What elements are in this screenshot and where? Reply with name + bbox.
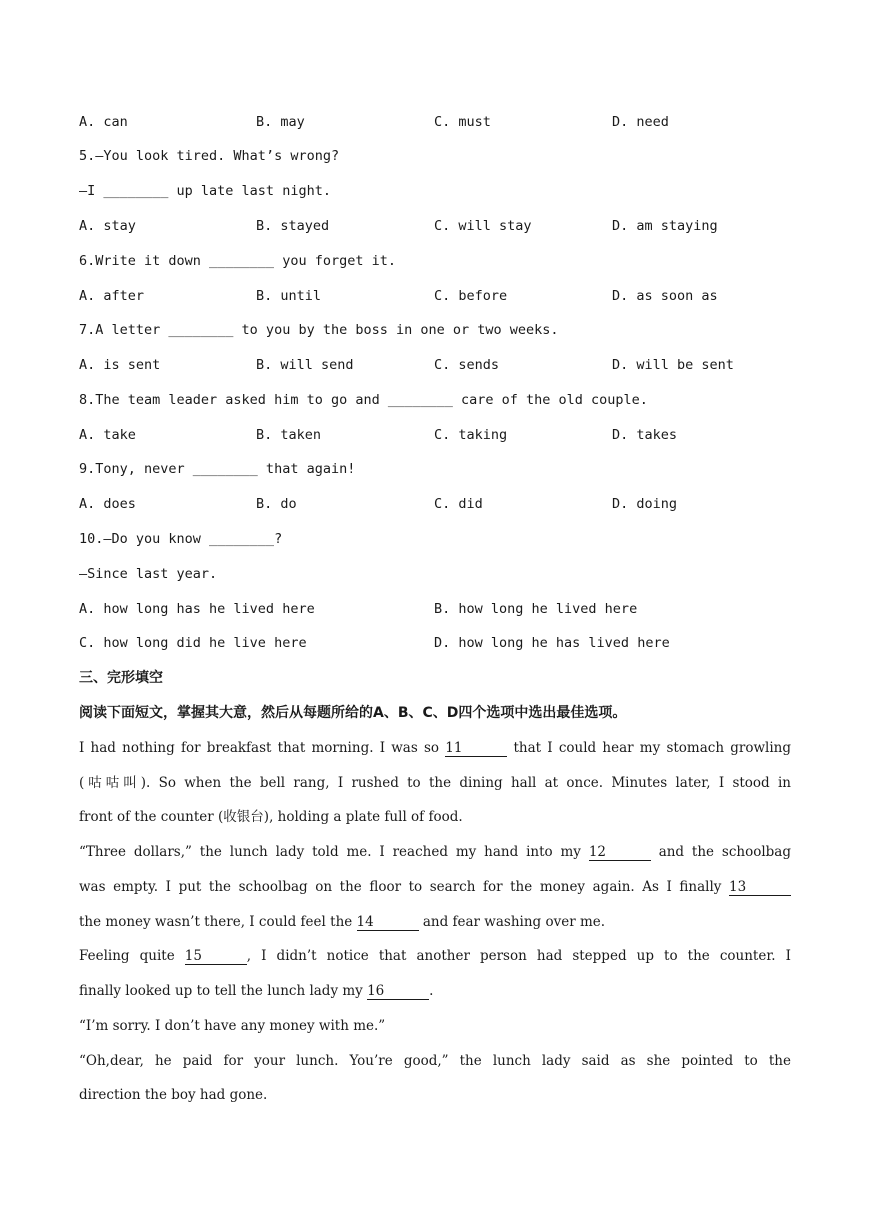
- blank-13: 13: [729, 880, 791, 896]
- q5-stem: 5.—You look tired. What’s wrong?: [79, 148, 340, 164]
- option-a: A. can: [79, 114, 128, 130]
- q5-stem2: —I ________ up late last night.: [79, 183, 331, 199]
- option-b: B. do: [256, 496, 297, 512]
- option-a: A. stay: [79, 218, 136, 234]
- option-row-prev: [79, 113, 791, 131]
- q8-options: [79, 426, 791, 444]
- section-instruction: 阅读下面短文，掌握其大意，然后从每题所给的A、B、C、D四个选项中选出最佳选项。: [79, 705, 627, 721]
- blank-15: 15: [185, 949, 247, 965]
- option-b: B. may: [256, 114, 305, 130]
- passage-line: finally looked up to tell the lunch lady my 16 .: [79, 983, 434, 999]
- passage-line: was empty. I put the schoolbag on the floor to search for the money again. As I finally 13: [79, 878, 791, 896]
- option-c: C. before: [434, 288, 508, 304]
- blank-16: 16: [367, 984, 429, 1000]
- option-b: B. how long he lived here: [434, 601, 638, 617]
- passage-line: direction the boy had gone.: [79, 1087, 268, 1103]
- q8-stem: 8.The team leader asked him to go and ________ care of the old couple.: [79, 392, 648, 408]
- option-d: D. doing: [612, 496, 678, 512]
- option-b: B. stayed: [256, 218, 330, 234]
- option-b: B. taken: [256, 427, 322, 443]
- q7-stem: 7.A letter ________ to you by the boss in one or two weeks.: [79, 322, 559, 338]
- option-a: A. how long has he lived here: [79, 601, 315, 617]
- q10-stem2: —Since last year.: [79, 566, 218, 582]
- option-c: C. how long did he live here: [79, 635, 307, 651]
- option-d: D. how long he has lived here: [434, 635, 670, 651]
- option-d: D. will be sent: [612, 357, 734, 373]
- option-c: C. did: [434, 496, 483, 512]
- option-c: C. taking: [434, 427, 508, 443]
- blank-14: 14: [357, 915, 419, 931]
- option-b: B. will send: [256, 357, 354, 373]
- q9-options: [79, 495, 791, 513]
- q7-options: [79, 356, 791, 374]
- q10-options-cd: [79, 634, 791, 652]
- q5-options: [79, 217, 791, 235]
- option-d: D. takes: [612, 427, 678, 443]
- option-c: C. must: [434, 114, 491, 130]
- option-a: A. after: [79, 288, 145, 304]
- q9-stem: 9.Tony, never ________ that again!: [79, 461, 356, 477]
- option-d: D. as soon as: [612, 288, 718, 304]
- q6-options: [79, 287, 791, 305]
- blank-11: 11: [445, 741, 507, 757]
- option-c: C. sends: [434, 357, 500, 373]
- q6-stem: 6.Write it down ________ you forget it.: [79, 253, 396, 269]
- section-title: 三、完形填空: [79, 670, 163, 686]
- option-c: C. will stay: [434, 218, 532, 234]
- q10-options-ab: [79, 600, 791, 618]
- option-d: D. need: [612, 114, 669, 130]
- passage-line: (咕咕叫). So when the bell rang, I rushed to the dining hall at once. Minutes later, I stood in: [79, 775, 791, 791]
- passage-line: “I’m sorry. I don’t have any money with me.”: [79, 1018, 386, 1034]
- option-a: A. take: [79, 427, 136, 443]
- option-b: B. until: [256, 288, 322, 304]
- passage-line: “Oh,dear, he paid for your lunch. You’re good,” the lunch lady said as she pointed to the: [79, 1053, 791, 1069]
- option-a: A. does: [79, 496, 136, 512]
- passage-line: “Three dollars,” the lunch lady told me. I reached my hand into my 12 and the schoolbag: [79, 844, 791, 860]
- passage-line: I had nothing for breakfast that morning. I was so 11 that I could hear my stomach growling: [79, 740, 791, 756]
- option-a: A. is sent: [79, 357, 161, 373]
- option-d: D. am staying: [612, 218, 718, 234]
- passage-line: the money wasn’t there, I could feel the 14 and fear washing over me.: [79, 914, 606, 930]
- blank-12: 12: [589, 845, 651, 861]
- passage-line: Feeling quite 15 , I didn’t notice that another person had stepped up to the counter. I: [79, 948, 791, 964]
- passage-line: front of the counter (收银台), holding a plate full of food.: [79, 809, 463, 825]
- q10-stem: 10.—Do you know ________?: [79, 531, 283, 547]
